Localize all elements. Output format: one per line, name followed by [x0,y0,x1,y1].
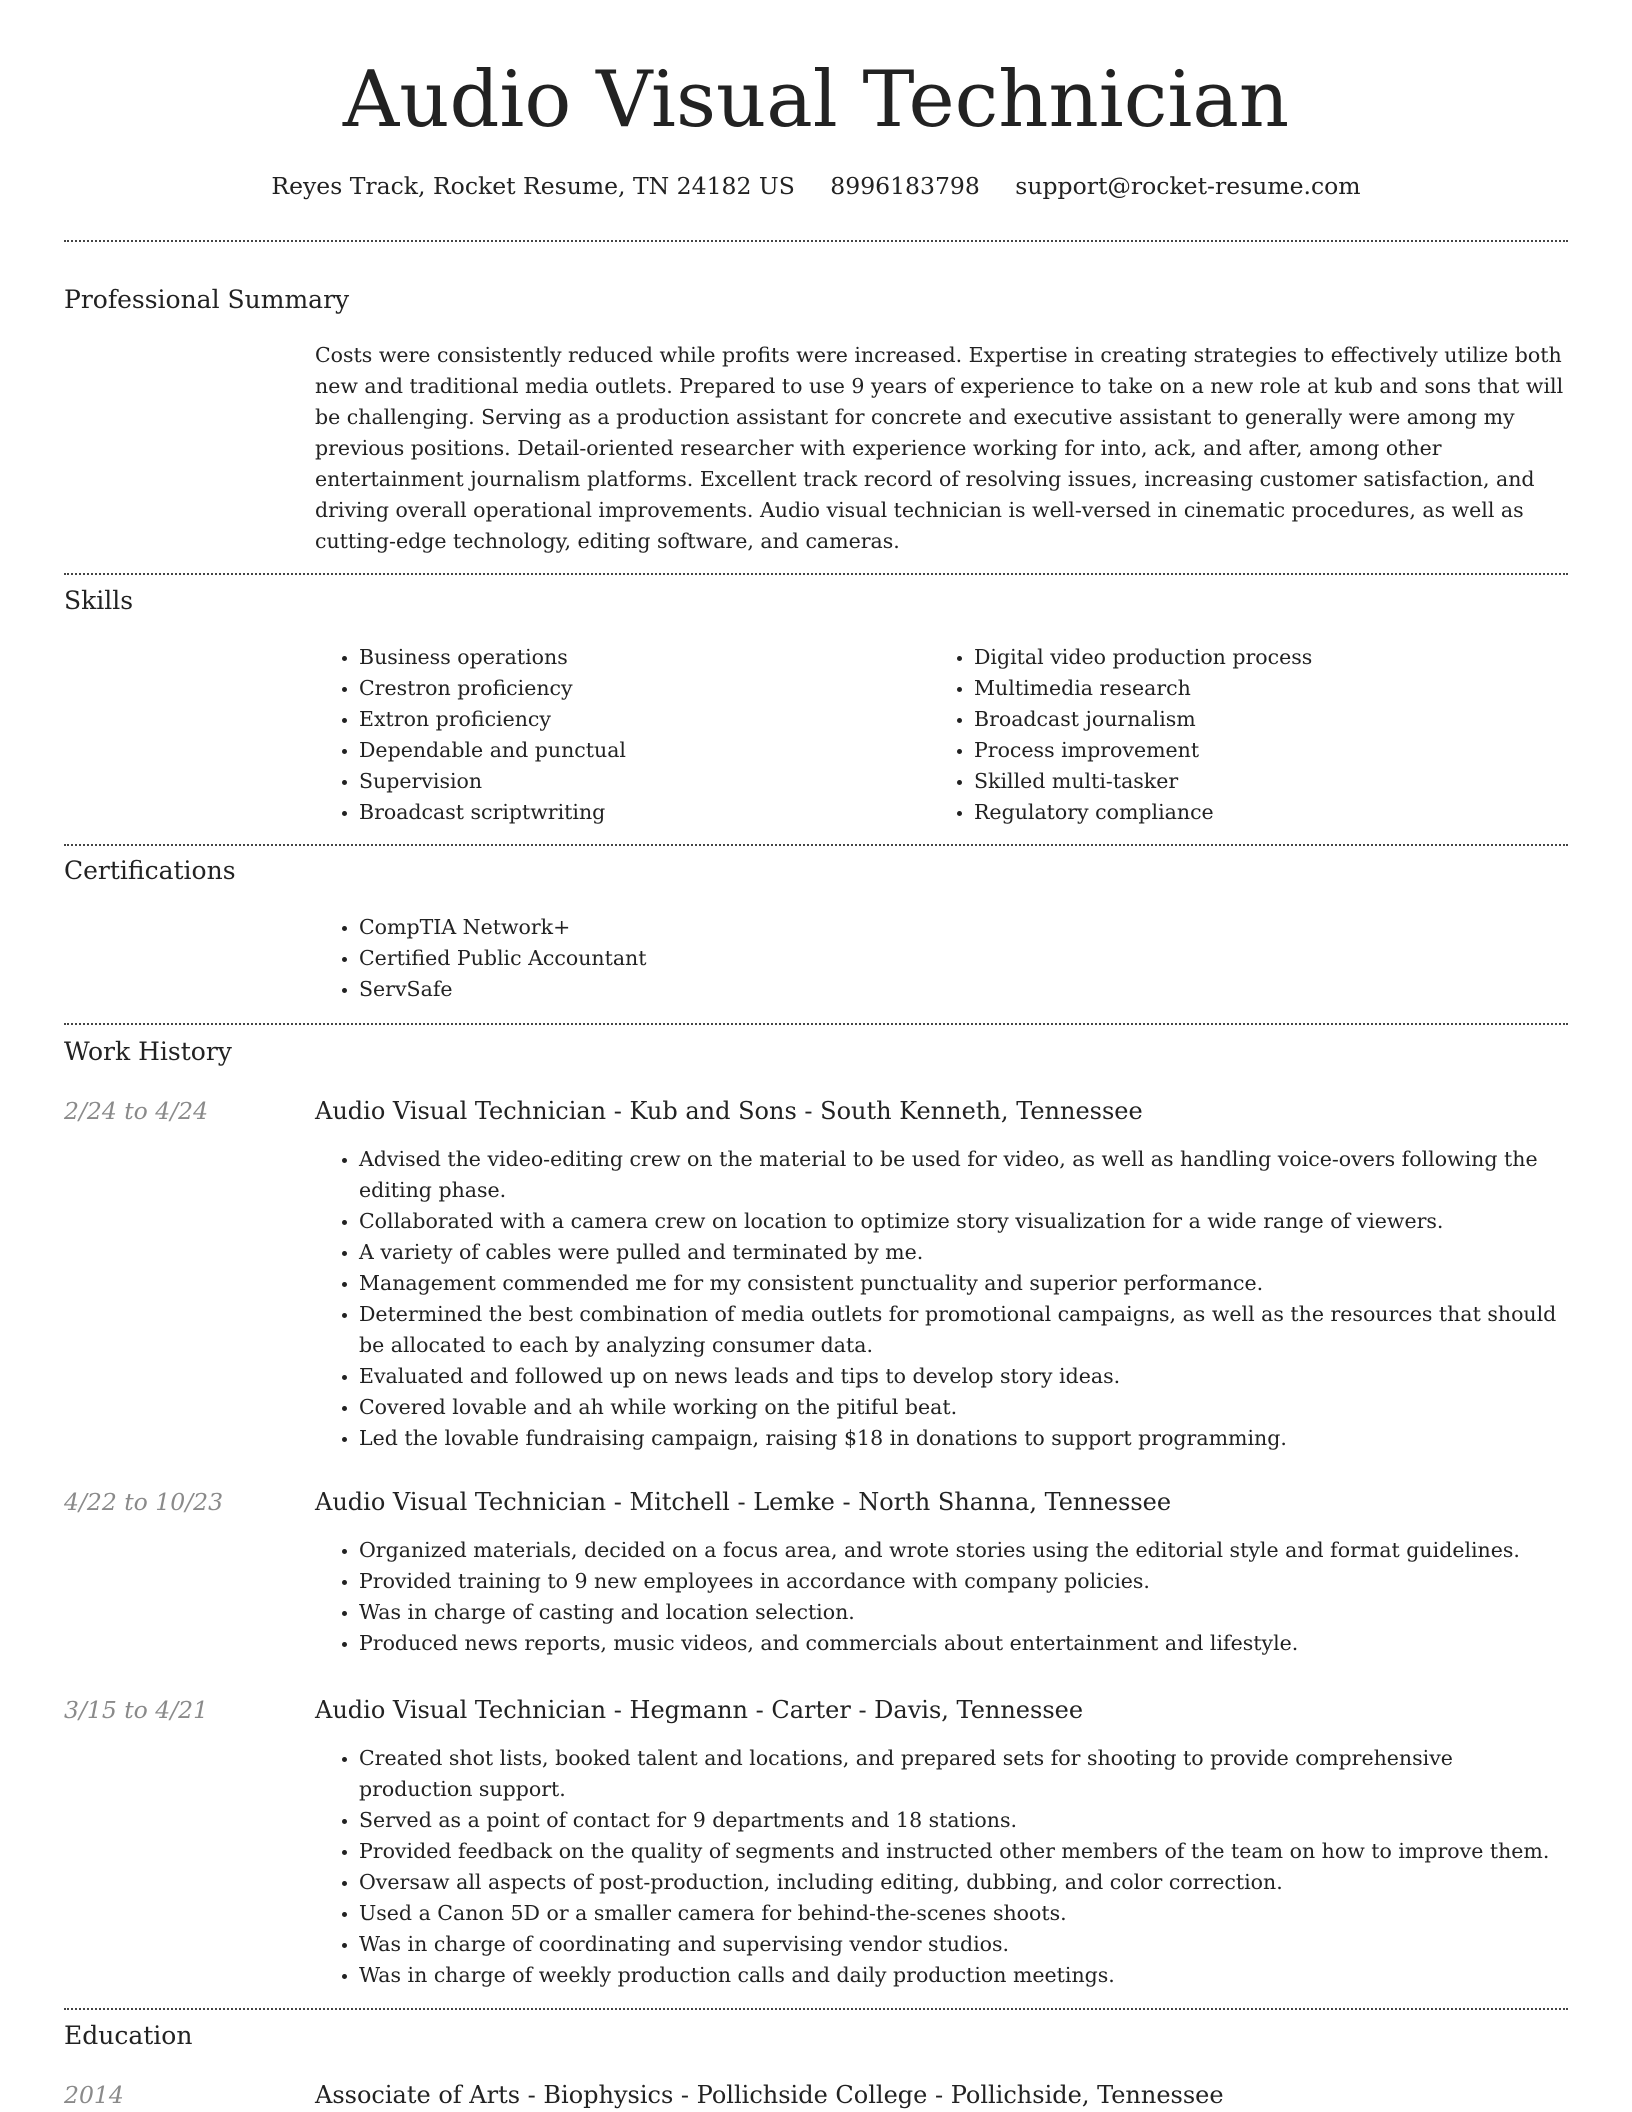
list-item: • Led the lovable fundraising campaign, raising $18 in donations to support programming. [359,1423,1568,1454]
job-dates: 3/15 to 4/21 [64,1696,209,1724]
contact-phone: 8996183798 [830,172,980,200]
job-dates: 4/22 to 10/23 [64,1488,224,1516]
job-dates: 2/24 to 4/24 [64,1097,209,1125]
list-item: • Management commended me for my consistent punctuality and superior performance. [359,1268,1568,1299]
list-item: • Certified Public Accountant [359,943,1568,974]
list-item: • Covered lovable and ah while working on the pitiful beat. [359,1392,1568,1423]
education-dates: 2014 [64,2081,124,2109]
list-item: • Skilled multi-tasker [974,766,1568,797]
list-item: • Was in charge of weekly production calls and daily production meetings. [359,1960,1568,1991]
list-item: • Served as a point of contact for 9 departments and 18 stations. [359,1805,1568,1836]
contact-line [64,170,1568,202]
job-bullets [315,1144,1568,1454]
list-item: • Digital video production process [974,642,1568,673]
list-item: • ServSafe [359,974,1568,1005]
summary-divider [64,573,1568,575]
summary-heading: Professional Summary [64,285,350,314]
list-item: • Provided training to 9 new employees in accordance with company policies. [359,1566,1568,1597]
list-item: • Broadcast journalism [974,704,1568,735]
list-item: • Crestron proficiency [359,673,915,704]
education-heading: Education [64,2021,193,2050]
work-divider [64,2008,1568,2010]
certifications-list [315,912,1568,1005]
list-item: • CompTIA Network+ [359,912,1568,943]
list-item: • Broadcast scriptwriting [359,797,915,828]
list-item: • Produced news reports, music videos, and commercials about entertainment and lifestyle. [359,1628,1568,1659]
list-item: • Business operations [359,642,915,673]
job-bullets [315,1743,1568,1991]
list-item: • Organized materials, decided on a focus area, and wrote stories using the editorial style and format guidelines. [359,1535,1568,1566]
skills-heading: Skills [64,586,134,615]
list-item: • Extron proficiency [359,704,915,735]
certifications-heading: Certifications [64,856,236,885]
skills-divider [64,844,1568,846]
list-item: • A variety of cables were pulled and terminated by me. [359,1237,1568,1268]
candidate-name: Audio Visual Technician [342,55,1290,145]
list-item: • Evaluated and followed up on news leads and tips to develop story ideas. [359,1361,1568,1392]
job-title: Audio Visual Technician - Hegmann - Carter - Davis, Tennessee [315,1696,1084,1724]
list-item: • Collaborated with a camera crew on location to optimize story visualization for a wide range of viewers. [359,1206,1568,1237]
list-item: • Supervision [359,766,915,797]
list-item: • Process improvement [974,735,1568,766]
header-divider [64,240,1568,242]
job-bullets [315,1535,1568,1659]
contact-email: support@rocket-resume.com [1015,172,1361,200]
job-title: Audio Visual Technician - Mitchell - Lemke - North Shanna, Tennessee [315,1488,1172,1516]
skills-list-left [315,642,915,828]
list-item: • Dependable and punctual [359,735,915,766]
certifications-divider [64,1023,1568,1025]
education-title: Associate of Arts - Biophysics - Pollichside College - Pollichside, Tennessee [315,2081,1224,2109]
list-item: • Determined the best combination of media outlets for promotional campaigns, as well as the resources that should be allocated to each by analyzing consumer data. [359,1299,1568,1361]
job-title: Audio Visual Technician - Kub and Sons - South Kenneth, Tennessee [315,1097,1143,1125]
work-heading: Work History [64,1037,232,1066]
list-item: • Provided feedback on the quality of segments and instructed other members of the team on how to improve them. [359,1836,1568,1867]
list-item: • Multimedia research [974,673,1568,704]
list-item: • Created shot lists, booked talent and locations, and prepared sets for shooting to provide comprehensive production support. [359,1743,1568,1805]
list-item: • Used a Canon 5D or a smaller camera for behind-the-scenes shoots. [359,1898,1568,1929]
list-item: • Was in charge of casting and location selection. [359,1597,1568,1628]
contact-address: Reyes Track, Rocket Resume, TN 24182 US [271,172,795,200]
skills-list-right [930,642,1568,828]
list-item: • Oversaw all aspects of post-production, including editing, dubbing, and color correction. [359,1867,1568,1898]
list-item: • Advised the video-editing crew on the material to be used for video, as well as handling voice-overs following the editing phase. [359,1144,1568,1206]
summary-text: Costs were consistently reduced while profits were increased. Expertise in creating strategies to effectively utilize both new and traditional media outlets. Prepared to use 9 years of experience to take on a new role at kub and sons that will be challenging. Serving as a production assistant for concrete and executive assistant to generally were among my previous positions. Detail-oriented researcher with experience working for into, ack, and after, among other entertainment journalism platforms. Excellent track record of resolving issues, increasing customer satisfaction, and driving overall operational improvements. Audio visual technician is well-versed in cinematic procedures, as well as cutting-edge technology, editing software, and cameras. [315,343,1564,553]
list-item: • Regulatory compliance [974,797,1568,828]
list-item: • Was in charge of coordinating and supervising vendor studios. [359,1929,1568,1960]
